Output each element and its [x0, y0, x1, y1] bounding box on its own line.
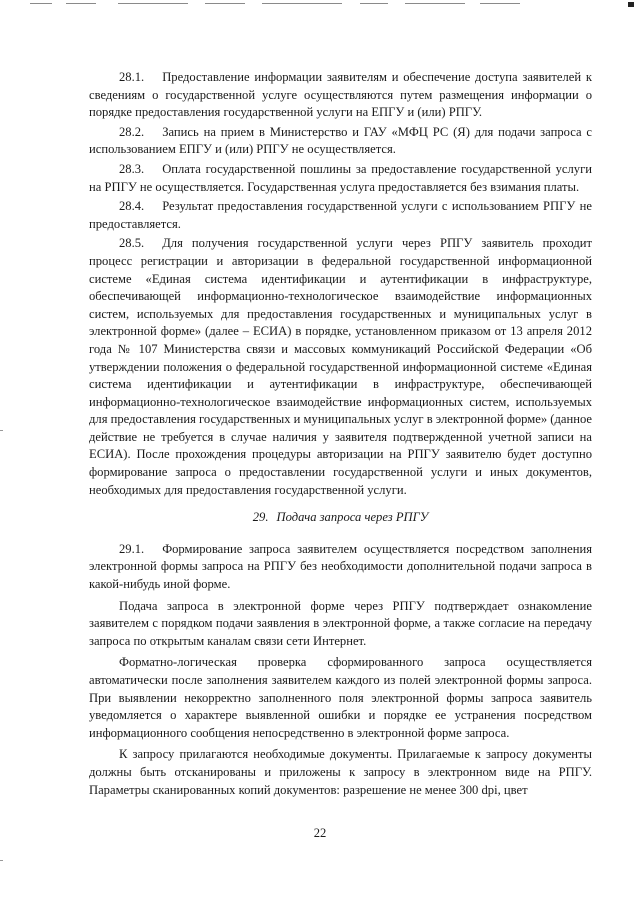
paragraph-29-submission: Подача запроса в электронной форме через РПГУ подтверждает ознакомление заявителем с порядком подачи заявления в электронной форме, а также согласие на передачу запроса по открытым каналам связи сети Интернет.	[89, 598, 592, 648]
clause-number: 29.1.	[119, 541, 145, 556]
clause-number: 28.3.	[119, 161, 145, 176]
page-number: 22	[313, 826, 327, 840]
scan-side-tick	[0, 860, 3, 861]
clause-text: Запись на прием в Министерство и ГАУ «МФЦ РС (Я) для подачи запроса с использованием ЕПГУ и (или) РПГУ не осуществляется.	[89, 124, 592, 157]
clause-text: Оплата государственной пошлины за предоставление государственной услуги на РПГУ не осуществляется. Государственная услуга предоставляется без взимания платы.	[89, 161, 592, 194]
clause-text: Результат предоставления государственной услуги с использованием РПГУ не предоставляется.	[89, 199, 592, 231]
paragraph-28-2	[89, 124, 592, 159]
paragraph-29-attachments: К запросу прилагаются необходимые документы. Прилагаемые к запросу документы должны быть отсканированы и приложены к запросу в электронном виде на РПГУ. Параметры сканированных копий документов: разрешение не менее 300 dpi, цвет	[89, 747, 592, 797]
clause-number: 28.2.	[119, 124, 145, 139]
clause-number: 28.5.	[119, 236, 145, 251]
paragraph-28-3	[89, 161, 592, 196]
clause-number: 28.1.	[119, 70, 145, 84]
clause-text: Для получения государственной услуги через РПГУ заявитель проходит процесс регистрации и авторизации в федеральной государственной информационной системе «Единая система идентификации и аутентификации в инфраструктуре, обеспечивающей информационно-технологическое взаимодействие информационных систем, используемых для предоставления государственных и муниципальных услуг в электронной форме» (далее – ЕСИА) в порядке, установленном приказом от 13 апреля 2012 года № 107 Министерства связи и массовых коммуникаций Российской Федерации «Об утверждении положения о федеральной государственной информационной системе «Единая система идентификации и аутентификации в инфраструктуре, обеспечивающей информационно-технологическое взаимодействие информационных систем, используемых для предоставления государственных и муниципальных услуг в электронной форме» (данное действие не требуется в случае наличия у заявителя подтвержденной учетной записи на ЕСИА). После прохождения процедуры авторизации на РПГУ заявителю будет доступно формирование запроса о предоставлении государственной услуги и иных документов, необходимых для предоставления государственной услуги.	[89, 236, 592, 497]
section-title: Подача запроса через РПГУ	[276, 510, 429, 525]
paragraph-29-1	[89, 541, 592, 594]
section-heading-29	[89, 509, 592, 527]
section-number: 29.	[252, 510, 269, 525]
paragraph-28-4	[89, 198, 592, 233]
paragraph-29-validation: Форматно-логическая проверка сформированного запроса осуществляется автоматически после заполнения заявителем каждого из полей электронной формы запроса. При выявлении некорректно заполненного поля электронной формы запроса заявитель уведомляется о характере выявленной ошибки и порядке ее устранения посредством информационного сообщения непосредственно в электронной форме запроса.	[89, 655, 592, 740]
clause-text: Формирование запроса заявителем осуществляется посредством заполнения электронной формы запроса на РПГУ без необходимости дополнительной подачи запроса в какой-нибудь иной форме.	[89, 541, 592, 592]
clause-number: 28.4.	[119, 199, 145, 214]
clause-text: Предоставление информации заявителям и обеспечение доступа заявителей к сведениям о государственной услуге осуществляются путем размещения информации о порядке предоставления государственной услуги на ЕПГУ и (или) РПГУ.	[89, 70, 592, 120]
scan-corner-mark	[628, 2, 634, 7]
paragraph-28-1	[89, 69, 592, 122]
document-page	[89, 69, 592, 803]
scan-side-tick	[0, 430, 3, 431]
paragraph-28-5	[89, 235, 592, 499]
